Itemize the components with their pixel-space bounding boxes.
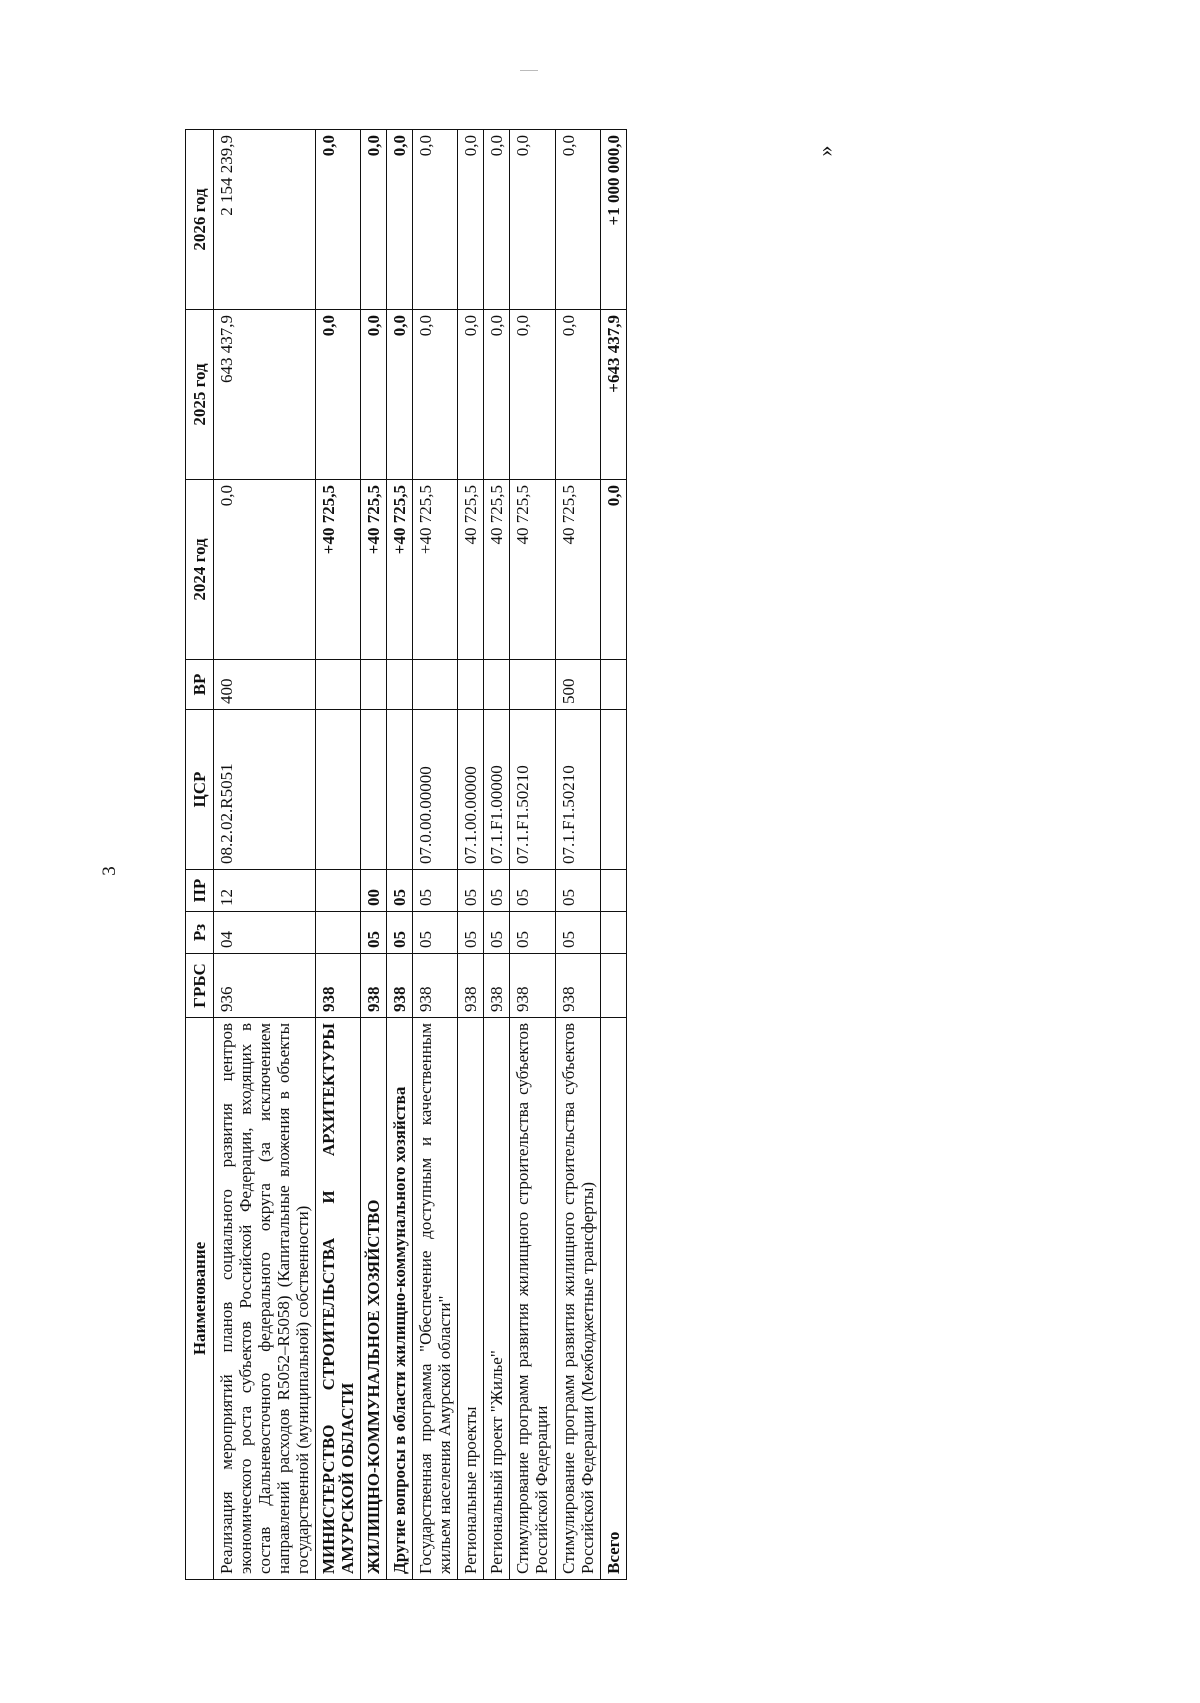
table-row <box>458 130 484 1580</box>
cell-2024: 0,0 <box>600 480 626 660</box>
cell-pr: 05 <box>387 870 413 912</box>
cell-name: Стимулирование программ развития жилищного строительства субъектов Российской Федерации <box>510 1018 555 1580</box>
cell-csr: 07.1.00.00000 <box>458 710 484 870</box>
page-number: 3 <box>99 866 120 876</box>
cell-name: Государственная программа "Обеспечение доступным и качественным жильем населения Амурской области" <box>413 1018 458 1580</box>
cell-2025: +643 437,9 <box>600 310 626 480</box>
cell-csr: 07.0.00.00000 <box>413 710 458 870</box>
cell-vr <box>458 660 484 710</box>
cell-name: Другие вопросы в области жилищно-коммунального хозяйства <box>387 1018 413 1580</box>
cell-vr <box>361 660 387 710</box>
cell-name: Региональный проект "Жилье" <box>484 1018 510 1580</box>
header-vr: ВР <box>186 660 214 710</box>
cell-grbs: 938 <box>555 954 600 1018</box>
cell-vr <box>316 660 361 710</box>
cell-pr: 05 <box>510 870 555 912</box>
cell-name: Реализация мероприятий планов социального развития центров экономического роста субъектов Российской Федерации, входящих в состав Дальневосточного федерального округа (за исключением направлений расходов R5052–R5058) (Капитальные вложения в объекты государственной (муниципальной) собственности) <box>214 1018 316 1580</box>
cell-2024: 40 725,5 <box>458 480 484 660</box>
cell-vr <box>510 660 555 710</box>
cell-rz: 05 <box>361 912 387 954</box>
scan-artifact <box>520 70 538 71</box>
cell-2025: 0,0 <box>361 310 387 480</box>
cell-2025: 0,0 <box>555 310 600 480</box>
cell-name: Региональные проекты <box>458 1018 484 1580</box>
cell-grbs: 936 <box>214 954 316 1018</box>
cell-2025: 0,0 <box>458 310 484 480</box>
header-pr: ПР <box>186 870 214 912</box>
table-row <box>214 130 316 1580</box>
header-2025: 2025 год <box>186 310 214 480</box>
cell-2026: 2 154 239,9 <box>214 130 316 310</box>
cell-grbs: 938 <box>458 954 484 1018</box>
table-row <box>361 130 387 1580</box>
cell-2025: 0,0 <box>387 310 413 480</box>
cell-rz: 05 <box>387 912 413 954</box>
cell-csr: 07.1.F1.50210 <box>555 710 600 870</box>
table-row <box>413 130 458 1580</box>
table-row <box>387 130 413 1580</box>
cell-vr <box>600 660 626 710</box>
cell-vr: 400 <box>214 660 316 710</box>
cell-grbs: 938 <box>361 954 387 1018</box>
table-row <box>484 130 510 1580</box>
table-row-total <box>600 130 626 1580</box>
cell-2024: 40 725,5 <box>484 480 510 660</box>
table-row <box>555 130 600 1580</box>
header-2024: 2024 год <box>186 480 214 660</box>
cell-name: Стимулирование программ развития жилищного строительства субъектов Российской Федерации (Межбюджетные трансферты) <box>555 1018 600 1580</box>
cell-grbs: 938 <box>316 954 361 1018</box>
table-header-row <box>186 130 214 1580</box>
cell-vr <box>387 660 413 710</box>
cell-grbs: 938 <box>484 954 510 1018</box>
cell-2026: 0,0 <box>484 130 510 310</box>
header-grbs: ГРБС <box>186 954 214 1018</box>
cell-rz: 04 <box>214 912 316 954</box>
cell-grbs <box>600 954 626 1018</box>
table-row <box>510 130 555 1580</box>
header-name: Наименование <box>186 1018 214 1580</box>
cell-pr: 05 <box>413 870 458 912</box>
closing-quote-mark: » <box>812 145 838 157</box>
cell-rz <box>316 912 361 954</box>
cell-rz <box>600 912 626 954</box>
header-rz: Рз <box>186 912 214 954</box>
cell-2026: 0,0 <box>413 130 458 310</box>
table-row <box>316 130 361 1580</box>
cell-2024: +40 725,5 <box>387 480 413 660</box>
budget-table <box>185 129 627 1580</box>
cell-2024: 40 725,5 <box>555 480 600 660</box>
header-2026: 2026 год <box>186 130 214 310</box>
cell-2026: 0,0 <box>555 130 600 310</box>
header-csr: ЦСР <box>186 710 214 870</box>
cell-2026: 0,0 <box>361 130 387 310</box>
cell-csr <box>600 710 626 870</box>
budget-table-rotated <box>185 130 815 1580</box>
cell-vr <box>413 660 458 710</box>
cell-csr: 08.2.02.R5051 <box>214 710 316 870</box>
cell-2024: +40 725,5 <box>316 480 361 660</box>
cell-pr <box>600 870 626 912</box>
cell-2025: 0,0 <box>484 310 510 480</box>
cell-2025: 0,0 <box>316 310 361 480</box>
cell-2026: 0,0 <box>510 130 555 310</box>
cell-csr: 07.1.F1.50210 <box>510 710 555 870</box>
cell-csr <box>361 710 387 870</box>
cell-csr <box>316 710 361 870</box>
cell-rz: 05 <box>555 912 600 954</box>
cell-name: ЖИЛИЩНО-КОММУНАЛЬНОЕ ХОЗЯЙСТВО <box>361 1018 387 1580</box>
cell-pr: 05 <box>484 870 510 912</box>
cell-pr: 05 <box>458 870 484 912</box>
cell-2024: 0,0 <box>214 480 316 660</box>
cell-2024: +40 725,5 <box>413 480 458 660</box>
cell-2025: 0,0 <box>413 310 458 480</box>
cell-2026: 0,0 <box>458 130 484 310</box>
cell-2024: +40 725,5 <box>361 480 387 660</box>
cell-rz: 05 <box>458 912 484 954</box>
cell-csr: 07.1.F1.00000 <box>484 710 510 870</box>
cell-2026: 0,0 <box>316 130 361 310</box>
cell-pr: 05 <box>555 870 600 912</box>
cell-vr: 500 <box>555 660 600 710</box>
cell-2024: 40 725,5 <box>510 480 555 660</box>
cell-name: Всего <box>600 1018 626 1580</box>
cell-csr <box>387 710 413 870</box>
cell-grbs: 938 <box>387 954 413 1018</box>
cell-rz: 05 <box>510 912 555 954</box>
cell-rz: 05 <box>484 912 510 954</box>
cell-grbs: 938 <box>510 954 555 1018</box>
cell-vr <box>484 660 510 710</box>
cell-pr: 00 <box>361 870 387 912</box>
cell-2026: 0,0 <box>387 130 413 310</box>
cell-2025: 643 437,9 <box>214 310 316 480</box>
cell-pr: 12 <box>214 870 316 912</box>
cell-rz: 05 <box>413 912 458 954</box>
cell-2025: 0,0 <box>510 310 555 480</box>
cell-pr <box>316 870 361 912</box>
cell-grbs: 938 <box>413 954 458 1018</box>
cell-name: МИНИСТЕРСТВО СТРОИТЕЛЬСТВА И АРХИТЕКТУРЫ АМУРСКОЙ ОБЛАСТИ <box>316 1018 361 1580</box>
cell-2026: +1 000 000,0 <box>600 130 626 310</box>
